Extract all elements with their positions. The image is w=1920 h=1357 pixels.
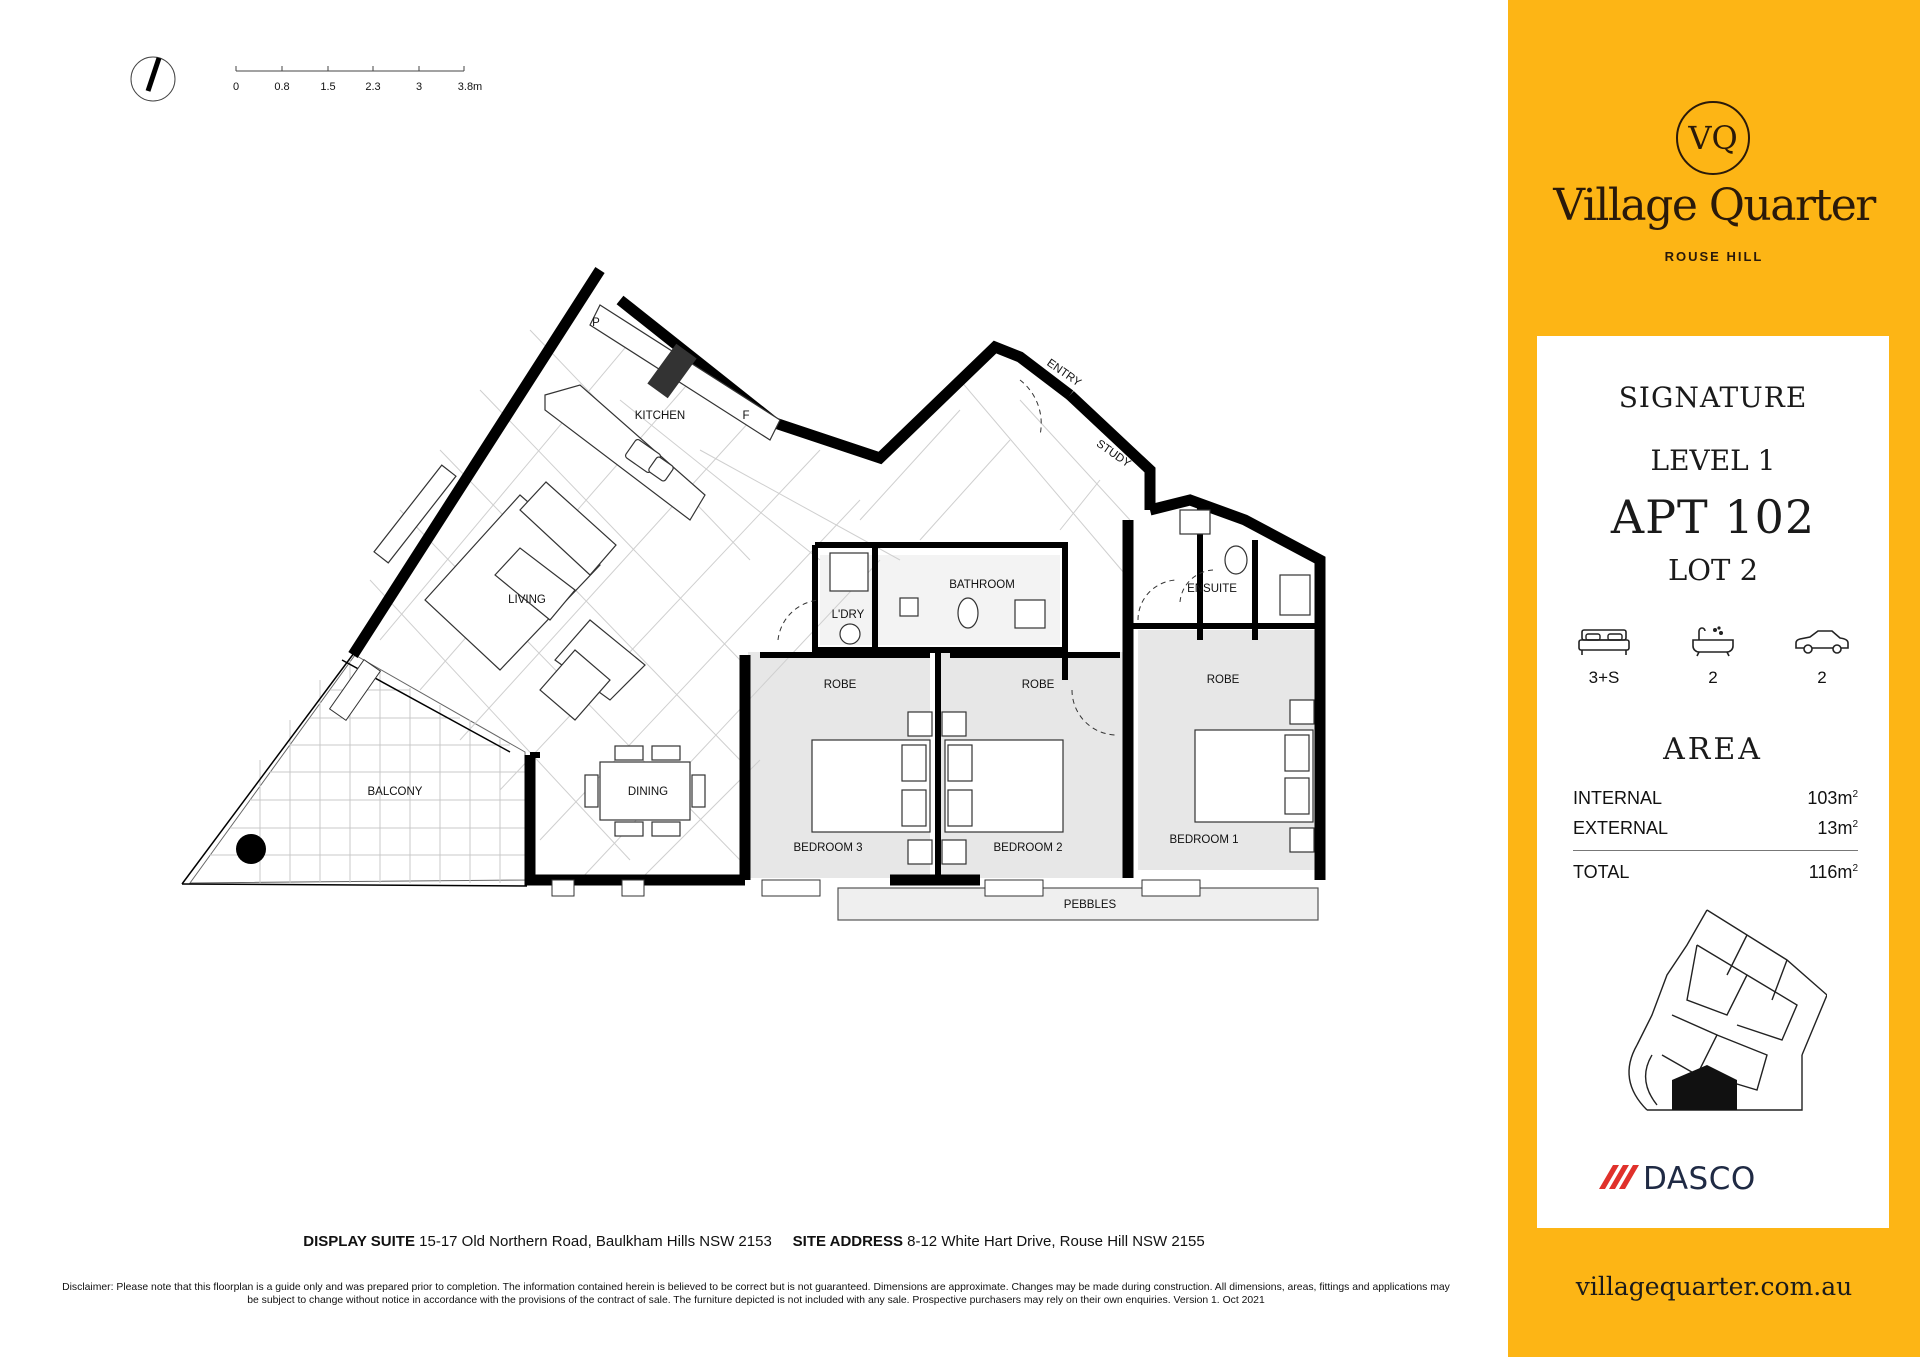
area-total-value: $116m^2$ [1808, 862, 1858, 882]
disclaimer: Disclaimer: Please note that this floorplan is a guide only and was prepared prior to completion. The information contained herein is believed to be correct but is not guaranteed. Dimensions are approximate. Changes may be made during construction. All dimensions, areas, fittings and applications may be subject to change without notice in accordance with the provisions of the contract of sale. The furniture depicted is not included with any sale. Prospective purchasers may rely on their own enquiries. Version 1. Oct 2021 [62, 1282, 1450, 1306]
spec-bathrooms-value: 2 [1708, 668, 1718, 687]
room-label-study: STUDY [1093, 437, 1133, 471]
apartment-lot: LOT 2 [1667, 553, 1759, 587]
website-url[interactable]: villagequarter.com.au [1575, 1272, 1853, 1301]
brand-panel [1508, 0, 1920, 1357]
area-external-label: EXTERNAL [1573, 818, 1669, 838]
site-address-label: SITE ADDRESS [792, 1233, 903, 1250]
display-suite-address: 15-17 Old Northern Road, Baulkham Hills NSW 2153 [419, 1233, 772, 1250]
spec-bedrooms [1569, 626, 1639, 688]
brand-location: ROUSE HILL [1664, 249, 1764, 264]
car-icon [1792, 626, 1852, 658]
room-label-robe: ROBE [1206, 674, 1240, 686]
spec-bedrooms-value: 3+S [1588, 668, 1620, 687]
room-label-living: LIVING [508, 594, 546, 606]
scale-tick: 0.8 [274, 81, 290, 93]
bed-icon [1576, 626, 1632, 658]
site-address: 8-12 White Hart Drive, Rouse Hill NSW 2155 [907, 1233, 1205, 1250]
area-heading: AREA [1663, 732, 1763, 767]
room-label-bedroom-3: BEDROOM 3 [793, 842, 863, 854]
room-label-dining: DINING [627, 786, 669, 798]
room-label-entry: ENTRY [1044, 357, 1084, 390]
apartment-number: APT 102 [1610, 490, 1816, 544]
logo-monogram: VQ [1688, 119, 1738, 157]
spec-car-spaces-value: 2 [1817, 668, 1827, 687]
scale-bar [233, 66, 482, 93]
living-furniture [374, 465, 645, 720]
brand-name: Village Quarter [1553, 180, 1875, 231]
room-label-laundry: L'DRY [831, 609, 865, 621]
area-external-value: $13m^2$ [1817, 818, 1858, 838]
display-suite-label: DISPLAY SUITE [303, 1233, 415, 1250]
room-label-pebbles: PEBBLES [1063, 899, 1117, 911]
address-line [0, 1233, 1508, 1250]
scale-tick: 1.5 [320, 81, 336, 93]
room-label-bathroom: BATHROOM [949, 579, 1015, 591]
developer-name: DASCO [1643, 1161, 1756, 1197]
apartment-card [1537, 336, 1889, 1228]
area-internal-value: $103m^2$ [1807, 788, 1858, 808]
spec-car-spaces [1787, 626, 1857, 688]
bath-icon [1685, 626, 1741, 658]
dasco-logo [1597, 1157, 1837, 1197]
scale-tick: 3.8m [457, 81, 483, 93]
room-label-bedroom-2: BEDROOM 2 [993, 842, 1063, 854]
room-label-balcony: BALCONY [367, 786, 423, 798]
north-arrow-icon [131, 57, 175, 101]
room-label-robe: ROBE [823, 679, 857, 691]
room-label-bedroom-1: BEDROOM 1 [1169, 834, 1239, 846]
room-label-ensuite: ENSUITE [1187, 583, 1237, 595]
area-total-label: TOTAL [1573, 862, 1630, 882]
apartment-range: SIGNATURE [1618, 381, 1808, 414]
area-internal-label: INTERNAL [1573, 788, 1663, 808]
vq-monogram-logo [1674, 99, 1752, 177]
room-label-robe: ROBE [1021, 679, 1055, 691]
room-label-fridge: F [742, 410, 750, 422]
key-plan [1597, 905, 1827, 1120]
room-label-pantry: P [592, 317, 600, 329]
scale-tick: 0 [232, 81, 240, 93]
spec-bathrooms [1678, 626, 1748, 688]
area-divider [1573, 850, 1858, 851]
apartment-level: LEVEL 1 [1650, 444, 1776, 477]
scale-tick: 3 [415, 81, 423, 93]
scale-tick: 2.3 [365, 81, 381, 93]
room-label-kitchen: KITCHEN [634, 410, 686, 422]
